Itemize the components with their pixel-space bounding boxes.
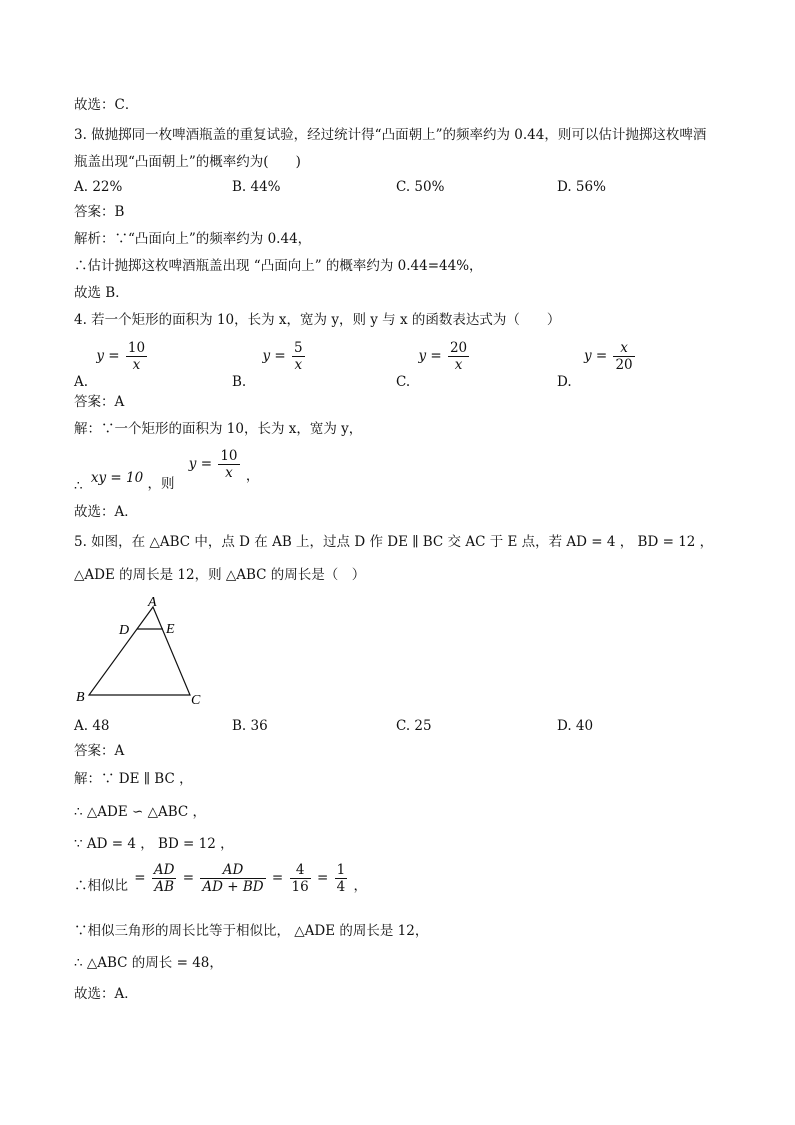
q4-result-fraction: [218, 448, 239, 481]
q5-solution-line5: ∵相似三角形的周长比等于相似比， △ADE 的周长是 12，: [74, 923, 429, 939]
q5-solution-line3: ∵ AD = 4 ， BD = 12 ，: [74, 836, 234, 852]
q4-solution-line1: 解：∵一个矩形的面积为 10，长为 x，宽为 y，: [74, 421, 363, 437]
q4-then-text: ，则: [147, 476, 175, 492]
q5-fraction-3-denominator: 16: [291, 879, 309, 895]
q5-equals-1: =: [134, 870, 146, 886]
q5-option-a: A. 48: [74, 718, 110, 734]
q5-solution-line6: ∴ △ABC 的周长 = 48，: [74, 955, 223, 971]
q5-solution-line1: 解：∵ DE ∥ BC ，: [74, 771, 193, 787]
triangle-abc-outline: [89, 607, 190, 695]
q5-solution-line7: 故选：A．: [74, 986, 138, 1002]
q4-option-d-label: D.: [557, 374, 572, 390]
vertex-label-d: D: [119, 623, 130, 638]
q3-stem-line1: 3. 做抛掷同一枚啤酒瓶盖的重复试验，经过统计得“凸面朝上”的频率约为 0.44，则可以估计抛掷这枚啤酒: [74, 127, 707, 143]
q5-fraction-ad-adbd: [200, 862, 265, 895]
q4-option-c: [396, 340, 471, 390]
q4-result-denominator: x: [225, 465, 233, 481]
q4-option-a-label: A.: [74, 374, 89, 390]
q5-fraction-1-denominator: AB: [154, 879, 175, 895]
q5-equals-4: =: [317, 870, 329, 886]
q4-option-c-numerator: 20: [449, 340, 468, 356]
q5-fraction-3-numerator: 4: [290, 862, 311, 879]
q5-ratio-label: ∴相似比: [74, 878, 128, 894]
q5-options: [74, 717, 714, 735]
vertex-label-e: E: [166, 622, 175, 637]
q5-fraction-1-numerator: AD: [153, 862, 175, 878]
q4-option-d: [557, 340, 637, 390]
q3-answer: 答案：B: [74, 204, 125, 220]
q5-fraction-4-16: [290, 862, 311, 895]
q5-option-c: C. 25: [396, 718, 432, 734]
q4-option-b-label: B.: [232, 374, 247, 390]
prev-answer-line: 故选：C．: [74, 97, 139, 113]
q3-option-b: B. 44%: [232, 179, 281, 195]
q4-option-b-lhs: y =: [262, 348, 286, 364]
q4-option-a-lhs: y =: [96, 348, 120, 364]
q4-therefore-symbol: ∴: [74, 478, 83, 494]
vertex-label-a: A: [148, 595, 157, 610]
q4-option-c-fraction: [448, 340, 469, 373]
q4-option-b-denominator: x: [294, 357, 303, 373]
q3-option-a: A. 22%: [74, 179, 123, 195]
q3-solution-line3: 故选 B．: [74, 285, 129, 301]
q5-ratio-comma: ，: [353, 878, 367, 894]
q4-solution-line2: [74, 448, 260, 494]
q5-equals-3: =: [271, 870, 284, 886]
q4-option-d-denominator: 20: [615, 357, 633, 373]
q5-solution-line4: [74, 862, 367, 895]
q5-stem-line1: 5. 如图，在 △ABC 中，点 D 在 AB 上，过点 D 作 DE ∥ BC 交 AC 于 E 点，若 AD = 4 ， BD = 12 ，: [74, 534, 714, 550]
q3-solution-line1: 解析：∵“凸面向上”的频率约为 0.44，: [74, 231, 312, 247]
q5-answer: 答案：A: [74, 743, 125, 759]
q5-fraction-2-denominator: AD + BD: [202, 879, 264, 895]
q3-stem-line2: 瓶盖出现“凸面朝上”的概率约为( ): [74, 154, 301, 170]
q3-option-d: D. 56%: [557, 179, 606, 195]
q4-option-a: [74, 340, 149, 390]
q4-result-numerator: 10: [220, 448, 238, 464]
q3-options: [74, 178, 714, 196]
q4-option-c-denominator: x: [454, 357, 463, 373]
q5-fraction-ad-ab: [152, 862, 177, 895]
q5-fraction-4-numerator: 1: [336, 862, 346, 878]
q3-solution-line2: ∴估计抛掷这枚啤酒瓶盖出现 “凸面向上” 的概率约为 0.44=44%，: [74, 258, 483, 274]
q4-answer: 答案：A: [74, 394, 125, 410]
q4-option-b-fraction: [292, 340, 305, 373]
q4-option-b: [232, 340, 307, 390]
triangle-figure: [74, 592, 224, 708]
q4-option-a-denominator: x: [132, 357, 141, 373]
q4-xy-equation: xy = 10: [90, 470, 144, 486]
q4-option-d-fraction: [613, 340, 634, 373]
q4-result-comma: ，: [245, 468, 260, 484]
vertex-label-b: B: [76, 690, 85, 705]
q4-option-c-label: C.: [396, 374, 411, 390]
q4-solution-line3: 故选：A．: [74, 504, 138, 520]
q4-result-lhs: y =: [188, 456, 213, 472]
q4-stem: 4. 若一个矩形的面积为 10，长为 x，宽为 y，则 y 与 x 的函数表达式为（ ）: [74, 312, 561, 328]
q5-option-d: D. 40: [557, 718, 594, 734]
q3-option-c: C. 50%: [396, 179, 445, 195]
q5-option-b: B. 36: [232, 718, 268, 734]
q5-fraction-1-4: [335, 862, 348, 895]
q5-equals-2: =: [182, 870, 195, 886]
q5-fraction-4-denominator: 4: [336, 879, 346, 895]
q4-option-a-numerator: 10: [127, 340, 146, 356]
vertex-label-c: C: [191, 693, 201, 708]
q5-fraction-2-numerator: AD: [200, 862, 265, 879]
q4-option-b-numerator: 5: [294, 340, 303, 356]
q4-option-d-numerator: x: [613, 340, 634, 357]
q4-option-d-lhs: y =: [583, 348, 608, 364]
q5-solution-line2: ∴ △ADE ∽ △ABC ，: [74, 804, 207, 820]
q4-option-c-lhs: y =: [418, 348, 442, 364]
q5-stem-line2: △ADE 的周长是 12，则 △ABC 的周长是（ ）: [74, 567, 366, 583]
q4-option-a-fraction: [126, 340, 147, 373]
